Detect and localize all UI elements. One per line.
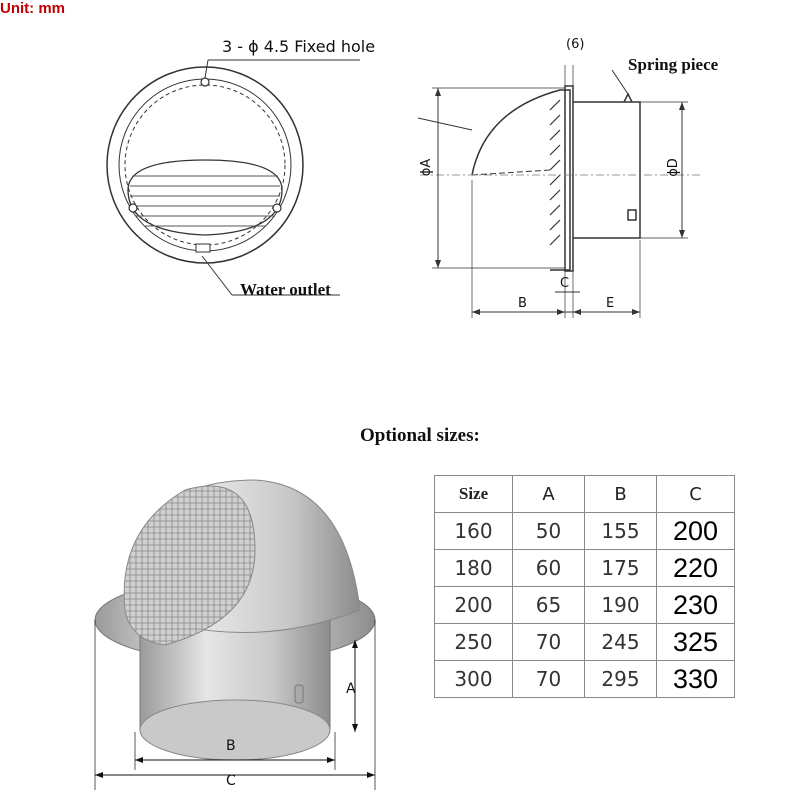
cell-size: 160 [435, 513, 513, 550]
unit-label: Unit: mm [0, 0, 65, 17]
cell-c: 220 [657, 550, 735, 587]
photo-dim-b: B [226, 738, 236, 754]
side-dim-e: E [606, 296, 615, 311]
header-c: C [657, 476, 735, 513]
side-top-dimension: (6) [566, 37, 585, 52]
cell-a: 65 [513, 587, 585, 624]
spring-piece-label: Spring piece [628, 55, 719, 74]
cell-size: 300 [435, 661, 513, 698]
cell-b: 245 [585, 624, 657, 661]
cell-b: 190 [585, 587, 657, 624]
cell-a: 50 [513, 513, 585, 550]
cell-c: 230 [657, 587, 735, 624]
header-a: A [513, 476, 585, 513]
cell-a: 60 [513, 550, 585, 587]
side-dim-c: C [560, 276, 570, 291]
optional-sizes-title: Optional sizes: [360, 425, 480, 446]
cell-b: 295 [585, 661, 657, 698]
fixed-hole-label: 3 - ϕ 4.5 Fixed hole [222, 37, 376, 56]
cell-c: 200 [657, 513, 735, 550]
cell-b: 155 [585, 513, 657, 550]
header-size: Size [435, 476, 513, 513]
photo-dim-c: C [226, 773, 236, 789]
cell-a: 70 [513, 661, 585, 698]
table-row [435, 513, 735, 550]
cell-size: 200 [435, 587, 513, 624]
cell-size: 180 [435, 550, 513, 587]
water-outlet-label: Water outlet [240, 280, 331, 299]
table-row [435, 661, 735, 698]
cell-size: 250 [435, 624, 513, 661]
cell-b: 175 [585, 550, 657, 587]
side-dim-b: B [518, 296, 527, 311]
side-dim-d: ϕD [665, 158, 681, 177]
product-photo [85, 470, 395, 800]
table-row [435, 624, 735, 661]
side-dim-a: ϕA [419, 158, 435, 177]
cell-c: 325 [657, 624, 735, 661]
header-b: B [585, 476, 657, 513]
table-header-row [435, 476, 735, 513]
table-row [435, 587, 735, 624]
cell-c: 330 [657, 661, 735, 698]
side-view-drawing [400, 30, 800, 330]
photo-dim-a: A [346, 681, 356, 697]
size-table [434, 475, 735, 698]
cell-a: 70 [513, 624, 585, 661]
table-row [435, 550, 735, 587]
